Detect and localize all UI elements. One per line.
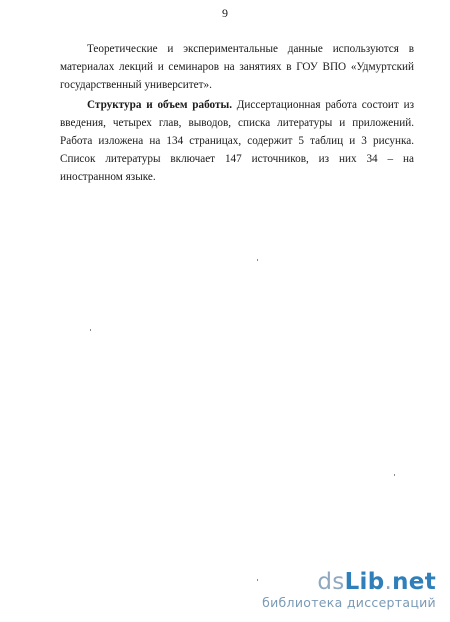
paragraph-text: [60, 96, 414, 186]
paragraph-text: Теоретические и экспериментальные данные используются в материалах лекций и семинаров на занятиях в ГОУ ВПО «Удмуртский государственный университет».: [60, 43, 414, 91]
scan-speck: [257, 579, 258, 581]
scan-speck: [257, 259, 258, 261]
paragraph-data-usage: [60, 40, 414, 94]
paragraph-lead-heading: Структура и объем работы.: [87, 99, 232, 111]
watermark-logo-ds: ds: [317, 569, 345, 595]
paragraph-body: Диссертационная работа состоит из введения, четырех глав, выводов, списка литературы и приложений. Работа изложена на 134 страницах, содержит 5 таблиц и 3 рисунка. Список литературы включает 147 источников, из них 34 – на иностранном языке.: [60, 99, 414, 183]
scan-speck: [394, 474, 395, 476]
watermark-logo-net: net: [392, 569, 436, 595]
watermark-caption: библиотека диссертаций: [262, 595, 436, 610]
scan-speck: [90, 329, 91, 331]
watermark-logo-lib: Lib: [344, 569, 385, 595]
page-number: 9: [222, 6, 228, 20]
watermark-logo-dot: .: [384, 569, 393, 595]
watermark-logo: [262, 569, 436, 595]
paragraph-structure: [60, 96, 414, 186]
dslib-watermark: [262, 569, 436, 610]
